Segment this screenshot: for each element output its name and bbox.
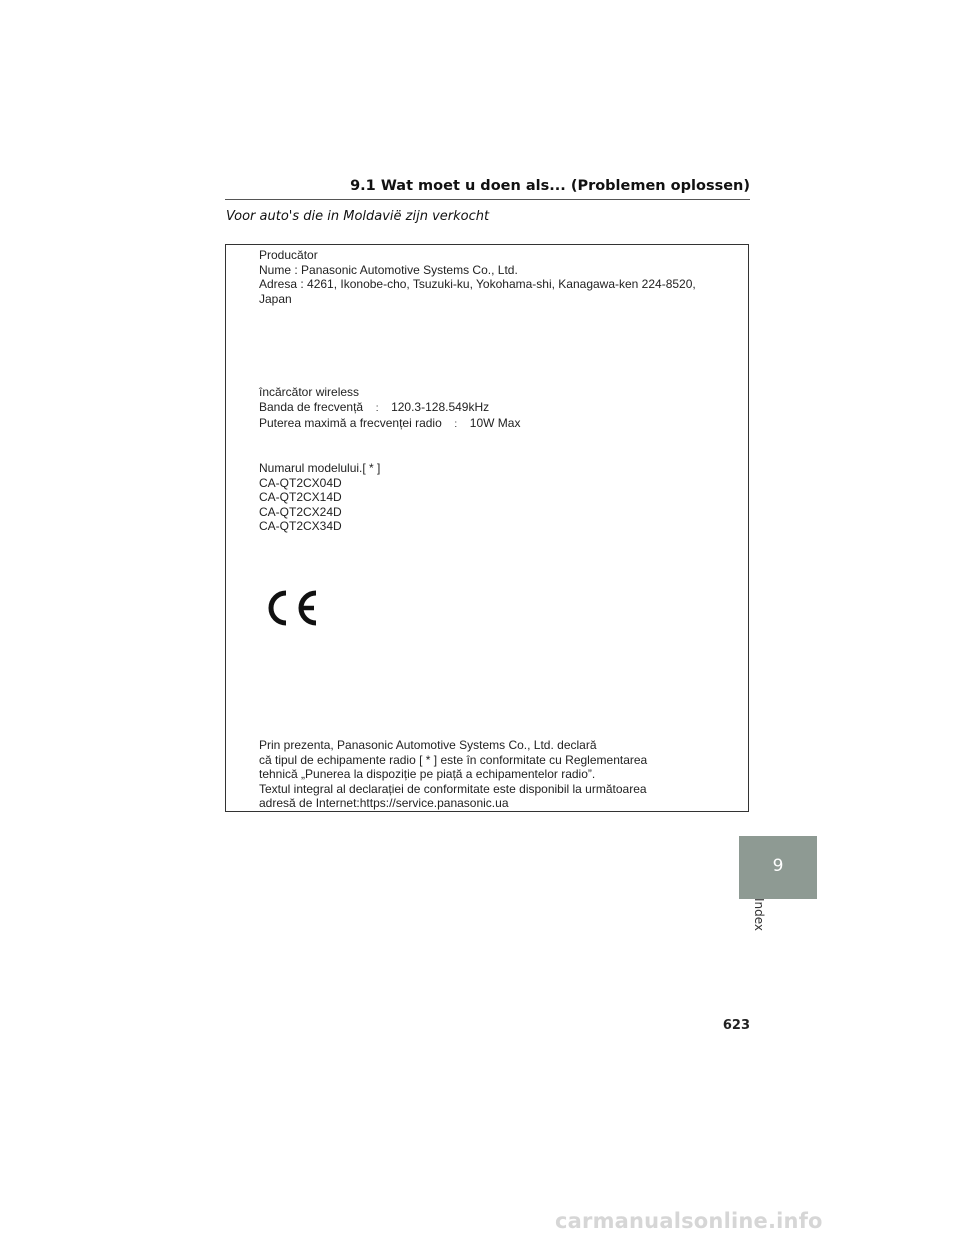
manufacturer-country: Japan xyxy=(259,291,292,306)
declaration-url-line: adresă de Internet:https://service.panasonic.ua xyxy=(259,796,509,810)
subtitle: Voor auto's die in Moldavië zijn verkocht xyxy=(226,209,490,224)
manufacturer-address: Adresa : 4261, Ikonobe-cho, Tsuzuki-ku, Yokohama-shi, Kanagawa-ken 224-8520, xyxy=(259,277,696,291)
ce-mark-icon xyxy=(264,588,324,628)
model-heading: Numarul modelului.[ * ] xyxy=(259,461,381,475)
section-title: 9.1 Wat moet u doen als... (Problemen oplossen) xyxy=(350,178,750,194)
frequency-band-row xyxy=(259,400,520,417)
model-block xyxy=(259,461,380,534)
manufacturer-name: Nume : Panasonic Automotive Systems Co., Ltd. xyxy=(259,262,518,277)
declaration-line: tehnică „Punerea la dispoziție pe piață a echipamentelor radio”. xyxy=(259,767,596,781)
model-item: CA-QT2CX04D xyxy=(259,475,342,490)
watermark: carmanualsonline.info xyxy=(555,1209,823,1233)
declaration-line: Prin prezenta, Panasonic Automotive Systems Co., Ltd. declară xyxy=(259,738,597,752)
manufacturer-heading: Producător xyxy=(259,248,318,262)
max-power-row xyxy=(259,416,520,433)
chapter-label-text: Index xyxy=(752,898,766,932)
wireless-block xyxy=(259,385,520,433)
frequency-band-label: Banda de frecvență xyxy=(259,399,364,414)
model-item: CA-QT2CX14D xyxy=(259,490,342,504)
model-item: CA-QT2CX24D xyxy=(259,504,342,519)
declaration-box xyxy=(225,244,749,812)
model-item: CA-QT2CX34D xyxy=(259,519,342,533)
max-power-separator: : xyxy=(454,419,458,430)
chapter-tab-label[interactable] xyxy=(752,898,788,938)
max-power-value: 10W Max xyxy=(469,416,521,430)
frequency-band-value: 120.3-128.549kHz xyxy=(391,399,490,414)
max-power-label: Puterea maximă a frecvenței radio xyxy=(259,416,442,430)
declaration-block xyxy=(259,738,647,811)
chapter-number: 9 xyxy=(772,856,784,876)
frequency-band-separator: : xyxy=(375,402,379,414)
page-number: 623 xyxy=(722,1018,750,1033)
declaration-line: că tipul de echipamente radio [ * ] este în conformitate cu Reglementarea xyxy=(259,752,648,767)
chapter-tab[interactable] xyxy=(739,836,817,899)
wireless-heading: încărcător wireless xyxy=(259,385,360,399)
declaration-line: Textul integral al declarației de conformitate este disponibil la următoarea xyxy=(259,781,647,796)
manufacturer-block xyxy=(259,248,696,306)
header-divider xyxy=(225,199,750,200)
